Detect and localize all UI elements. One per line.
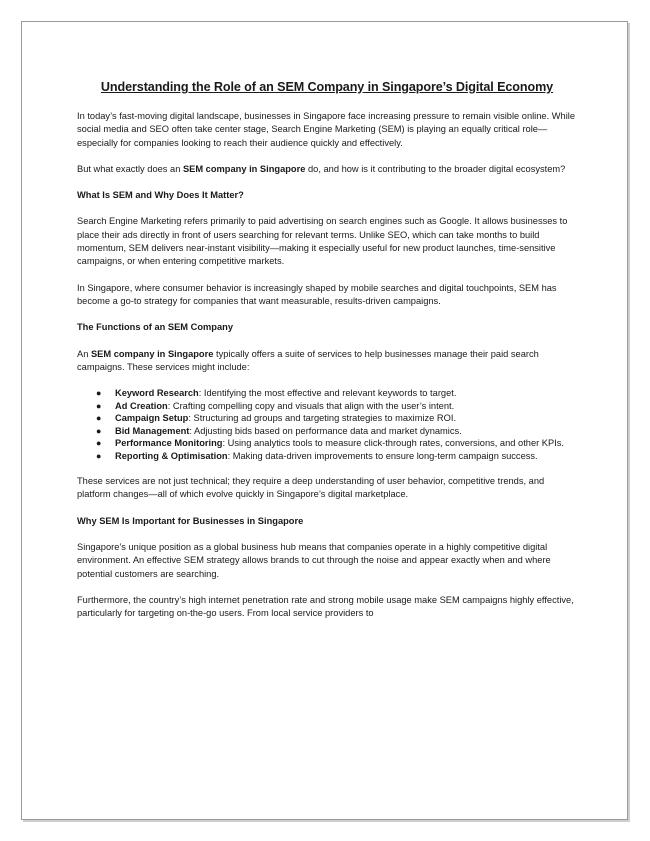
intro-paragraph-1: In today’s fast-moving digital landscape, businesses in Singapore face increasing pressure to remain visible online. While social media and SEO often take center stage, Search Engine Marketing (SEM) is playing an equally critical role—especially for companies looking to reach their audience quickly and effectively. bbox=[77, 111, 575, 148]
section1-paragraph-1: Search Engine Marketing refers primarily to paid advertising on search engines such as Google. It allows businesses to place their ads directly in front of users searching for relevant terms. Unlike SEO, which can take months to build momentum, SEM delivers near-instant visibility—making it especially useful for new product launches, time-sensitive campaigns, or when entering competitive markets. bbox=[77, 216, 568, 267]
section2-paragraph-2: These services are not just technical; they require a deep understanding of user behavior, competitive trends, and platform changes—all of which evolve quickly in Singapore’s digital marketplace. bbox=[77, 476, 545, 500]
section2-p1-after: typically offers a suite of services to help businesses manage their paid search campaigns. These services might include: bbox=[77, 348, 539, 372]
intro-paragraph-2 bbox=[77, 163, 577, 176]
list-item-term: Ad Creation bbox=[115, 400, 168, 411]
intro-p2-bold: SEM company in Singapore bbox=[182, 163, 306, 174]
section-heading-why-sem-important: Why SEM Is Important for Businesses in Singapore bbox=[77, 515, 304, 526]
bullet-icon: ● bbox=[96, 450, 102, 461]
list-item-desc: : Adjusting bids based on performance data and market dynamics. bbox=[189, 425, 462, 436]
list-item bbox=[96, 437, 577, 450]
document-body bbox=[77, 80, 577, 621]
bullet-icon: ● bbox=[96, 425, 102, 436]
document-page bbox=[21, 21, 628, 820]
list-item bbox=[96, 412, 577, 425]
intro-p2-after: do, and how is it contributing to the broader digital ecosystem? bbox=[305, 163, 566, 174]
list-item-term: Performance Monitoring bbox=[115, 438, 223, 449]
list-item bbox=[96, 400, 577, 413]
list-item bbox=[96, 450, 577, 463]
bullet-icon: ● bbox=[96, 400, 102, 411]
section3-paragraph-1: Singapore’s unique position as a global business hub means that companies operate in a highly competitive digital environment. An effective SEM strategy allows brands to cut through the noise and appear exactly when and where potential customers are searching. bbox=[77, 542, 551, 579]
services-list bbox=[77, 387, 577, 462]
list-item-desc: : Identifying the most effective and relevant keywords to target. bbox=[198, 388, 457, 399]
section2-p1-bold: SEM company in Singapore bbox=[90, 348, 214, 359]
list-item bbox=[96, 425, 577, 438]
page-title: Understanding the Role of an SEM Company in Singapore’s Digital Economy bbox=[100, 80, 554, 94]
list-item-desc: : Crafting compelling copy and visuals that align with the user’s intent. bbox=[167, 400, 455, 411]
list-item-desc: : Making data-driven improvements to ensure long-term campaign success. bbox=[227, 450, 538, 461]
bullet-icon: ● bbox=[96, 388, 102, 399]
list-item-term: Bid Management bbox=[115, 425, 190, 436]
section2-p1-before: An bbox=[77, 348, 91, 359]
list-item-desc: : Structuring ad groups and targeting strategies to maximize ROI. bbox=[188, 413, 457, 424]
list-item bbox=[96, 387, 577, 400]
section-heading-what-is-sem: What Is SEM and Why Does It Matter? bbox=[77, 190, 244, 201]
section2-paragraph-1 bbox=[77, 348, 577, 375]
bullet-icon: ● bbox=[96, 438, 102, 449]
list-item-term: Campaign Setup bbox=[115, 413, 189, 424]
section3-paragraph-2: Furthermore, the country’s high internet penetration rate and strong mobile usage make SEM campaigns highly effective, particularly for targeting on-the-go users. From local service providers to bbox=[77, 594, 574, 619]
list-item-term: Reporting & Optimisation bbox=[115, 450, 228, 461]
intro-p2-before: But what exactly does an bbox=[77, 163, 183, 174]
list-item-desc: : Using analytics tools to measure click-through rates, conversions, and other KPIs. bbox=[222, 438, 565, 449]
bullet-icon: ● bbox=[96, 413, 102, 424]
section-heading-functions: The Functions of an SEM Company bbox=[77, 322, 233, 333]
section1-paragraph-2: In Singapore, where consumer behavior is increasingly shaped by mobile searches and digital touchpoints, SEM has become a go-to strategy for companies that want measurable, results-driven campaigns. bbox=[77, 282, 557, 306]
list-item-term: Keyword Research bbox=[115, 388, 199, 399]
